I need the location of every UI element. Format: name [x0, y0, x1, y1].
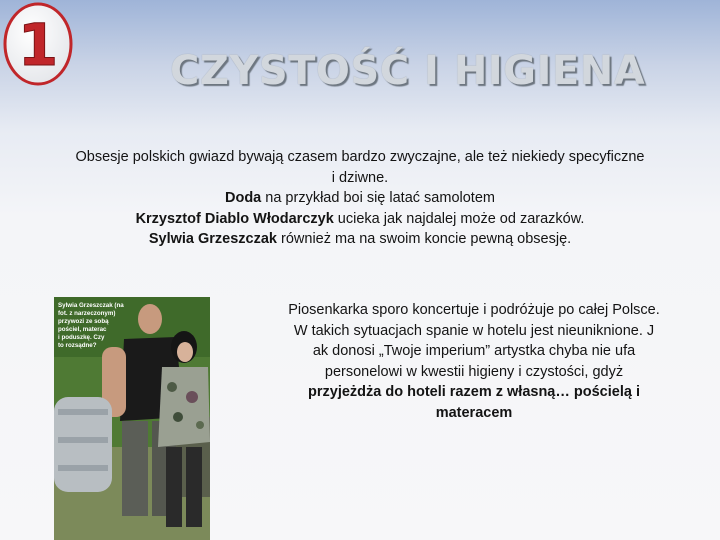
- intro-line-rest: ucieka jak najdalej może od zarazków.: [333, 210, 585, 227]
- body-line: Piosenkarka sporo koncertuje i podróżuje po całej Polsce.: [288, 302, 660, 318]
- intro-line: Obsesje polskich gwiazd bywają czasem bardzo zwyczajne, ale też niekiedy specyficzne: [75, 149, 645, 165]
- intro-line-rest: na przykład boi się latać samolotem: [261, 190, 495, 206]
- page-title: CZYSTOŚĆ I HIGIENA: [170, 48, 646, 94]
- body-text: [258, 300, 690, 423]
- celebrity-name: Doda: [225, 190, 262, 206]
- intro-line: [28, 188, 692, 209]
- body-line: [258, 382, 690, 403]
- celebrity-photo: [54, 297, 210, 540]
- intro-text: [28, 147, 692, 250]
- celebrity-name: Krzysztof Diablo Włodarczyk: [135, 210, 334, 227]
- photo-caption-line: to rozsądne?: [58, 342, 97, 349]
- body-line: personelowi w kwestii higieny i czystości, gdyż: [324, 363, 624, 380]
- slide-number-badge: [2, 2, 74, 88]
- photo-caption-line: pościel, materac: [58, 326, 107, 333]
- intro-line: [28, 209, 692, 230]
- photo-caption-line: fot. z narzeczonym): [58, 310, 116, 317]
- body-emphasis: przyjeżdża do hoteli razem z własną… pościelą i: [308, 384, 640, 400]
- photo-caption-line: przywozi ze sobą: [58, 318, 109, 325]
- body-line: ak donosi „Twoje imperium” artystka chyba nie ufa: [312, 343, 636, 359]
- photo-caption-line: Sylwia Grzeszczak (na: [58, 302, 124, 309]
- slide-number: 1: [17, 11, 59, 79]
- body-line: [258, 403, 690, 424]
- celebrity-name: Sylwia Grzeszczak: [148, 231, 277, 247]
- body-emphasis: materacem: [435, 404, 513, 421]
- intro-line: [28, 229, 692, 250]
- intro-line: i dziwne.: [331, 169, 389, 186]
- intro-line-rest: również ma na swoim koncie pewną obsesję.: [277, 231, 572, 247]
- body-line: W takich sytuacjach spanie w hotelu jest nieuniknione. J: [293, 322, 655, 339]
- photo-caption-line: i poduszkę. Czy: [58, 334, 105, 341]
